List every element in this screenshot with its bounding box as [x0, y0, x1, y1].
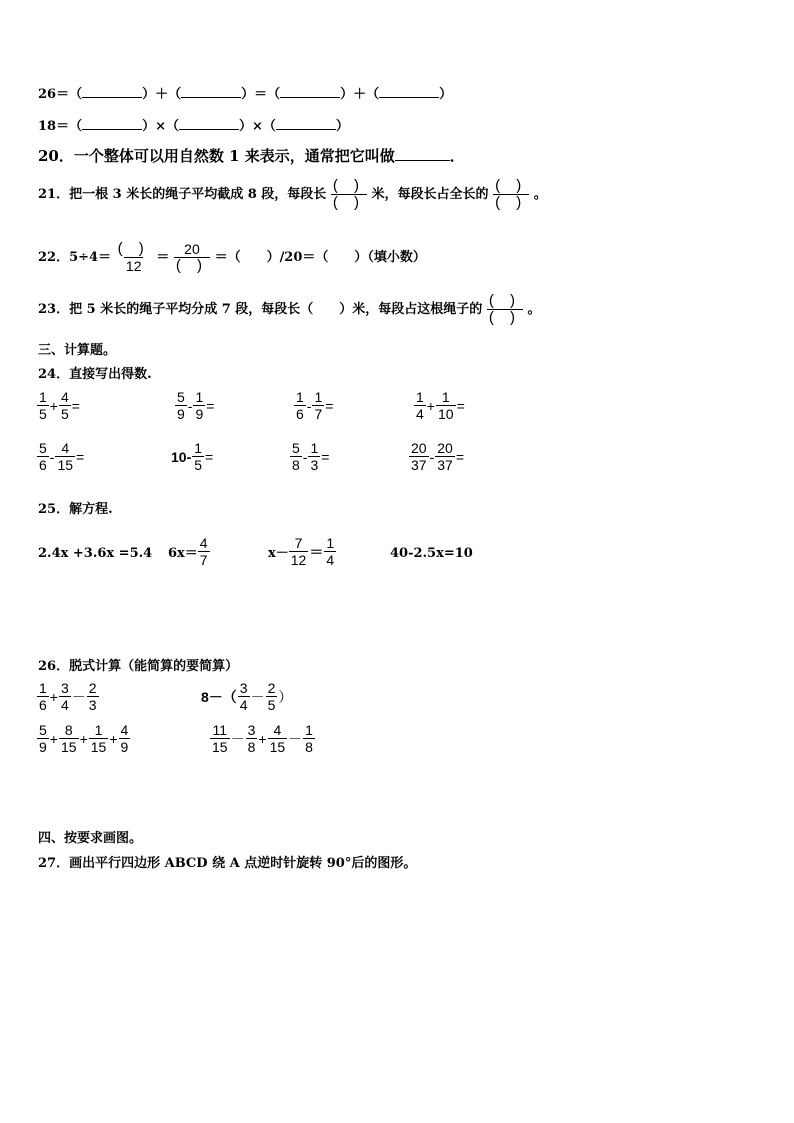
- question-20: 20．一个整体可以用自然数 1 来表示，通常把它叫做 ．: [38, 147, 465, 165]
- calc-item: $\frac{1}{6}$ - $\frac{1}{7}$ =: [296, 389, 334, 422]
- question-22: 22．5÷4＝ $\frac{( )}{12}$ ＝ $\frac{20}{( )}$ ＝（ ）/20＝（ ）（填小数）: [38, 240, 426, 274]
- equation-1: 2.4x +3.6x =5.4: [38, 546, 153, 561]
- answer-blank[interactable]: [82, 117, 142, 130]
- equation-3: x－ $\frac{7}{12}$ ＝ $\frac{1}{4}$: [268, 535, 335, 568]
- calc-item: 10- $\frac{1}{5}$ =: [171, 440, 214, 473]
- answer-blank[interactable]: [179, 117, 239, 130]
- answer-blank[interactable]: [379, 85, 439, 98]
- answer-blank[interactable]: [82, 85, 142, 98]
- question-27: 27．画出平行四边形 ABCD 绕 A 点逆时针旋转 90°后的图形。: [38, 856, 417, 871]
- question-23: 23．把 5 米长的绳子平均分成 7 段，每段长（ ）米，每段占这根绳子的 $\frac{( )}{( )}$ 。: [38, 292, 541, 326]
- question-24-title: 24．直接写出得数.: [38, 367, 152, 382]
- equation-4: 40-2.5x=10: [390, 546, 473, 561]
- question-21: 21．把一根 3 米长的绳子平均截成 8 段，每段长 $\frac{( )}{( )}$ 米，每段长占全长的 $\frac{( )}{( )}$ 。: [38, 177, 547, 211]
- fraction-blank[interactable]: $\frac{20}{( )}$: [175, 241, 209, 274]
- answer-blank[interactable]: [280, 85, 340, 98]
- calc-item: $\frac{5}{6}$ - $\frac{4}{15}$ =: [39, 440, 85, 473]
- equation-2: 6x＝ $\frac{4}{7}$: [168, 535, 208, 568]
- decomposition-line-product: 18＝（ ）×（ ）×（ ）: [38, 119, 349, 134]
- question-26-title: 26．脱式计算（能简算的要简算）: [38, 659, 239, 674]
- answer-blank[interactable]: [181, 85, 241, 98]
- calc-item: $\frac{5}{9}$ - $\frac{1}{9}$ =: [177, 389, 215, 422]
- answer-blank[interactable]: [276, 117, 336, 130]
- decomposition-line-sum: 26＝（ ）＋（ ）＝（ ）＋（ ）: [38, 87, 453, 102]
- calc-expression: $\frac{11}{15}$ － $\frac{3}{8}$ + $\frac{4}{15}$ － $\frac{1}{8}$: [212, 722, 313, 755]
- answer-blank[interactable]: [395, 148, 450, 161]
- fraction-blank[interactable]: $\frac{( )}{12}$: [117, 240, 150, 274]
- question-25-title: 25．解方程.: [38, 502, 113, 517]
- section-3-heading: 三、计算题。: [38, 343, 117, 358]
- calc-expression: 8－（ $\frac{3}{4}$ － $\frac{2}{5}$ ）: [201, 680, 293, 713]
- calc-item: $\frac{5}{8}$ - $\frac{1}{3}$ =: [292, 440, 330, 473]
- calc-expression: $\frac{5}{9}$ + $\frac{8}{15}$ + $\frac{1}{15}$ + $\frac{4}{9}$: [39, 722, 129, 755]
- calc-expression: $\frac{1}{6}$ + $\frac{3}{4}$ － $\frac{2}{3}$: [39, 680, 97, 713]
- calc-item: $\frac{1}{5}$ + $\frac{4}{5}$ =: [39, 389, 80, 422]
- calc-item: $\frac{1}{4}$ + $\frac{1}{10}$ =: [416, 389, 465, 422]
- section-4-heading: 四、按要求画图。: [38, 831, 143, 846]
- fraction-blank[interactable]: $\frac{( )}{( )}$: [488, 292, 521, 326]
- calc-item: $\frac{20}{37}$ - $\frac{20}{37}$ =: [411, 440, 465, 473]
- fraction-blank[interactable]: $\frac{( )}{( )}$: [495, 177, 528, 211]
- fraction-blank[interactable]: $\frac{( )}{( )}$: [332, 177, 365, 211]
